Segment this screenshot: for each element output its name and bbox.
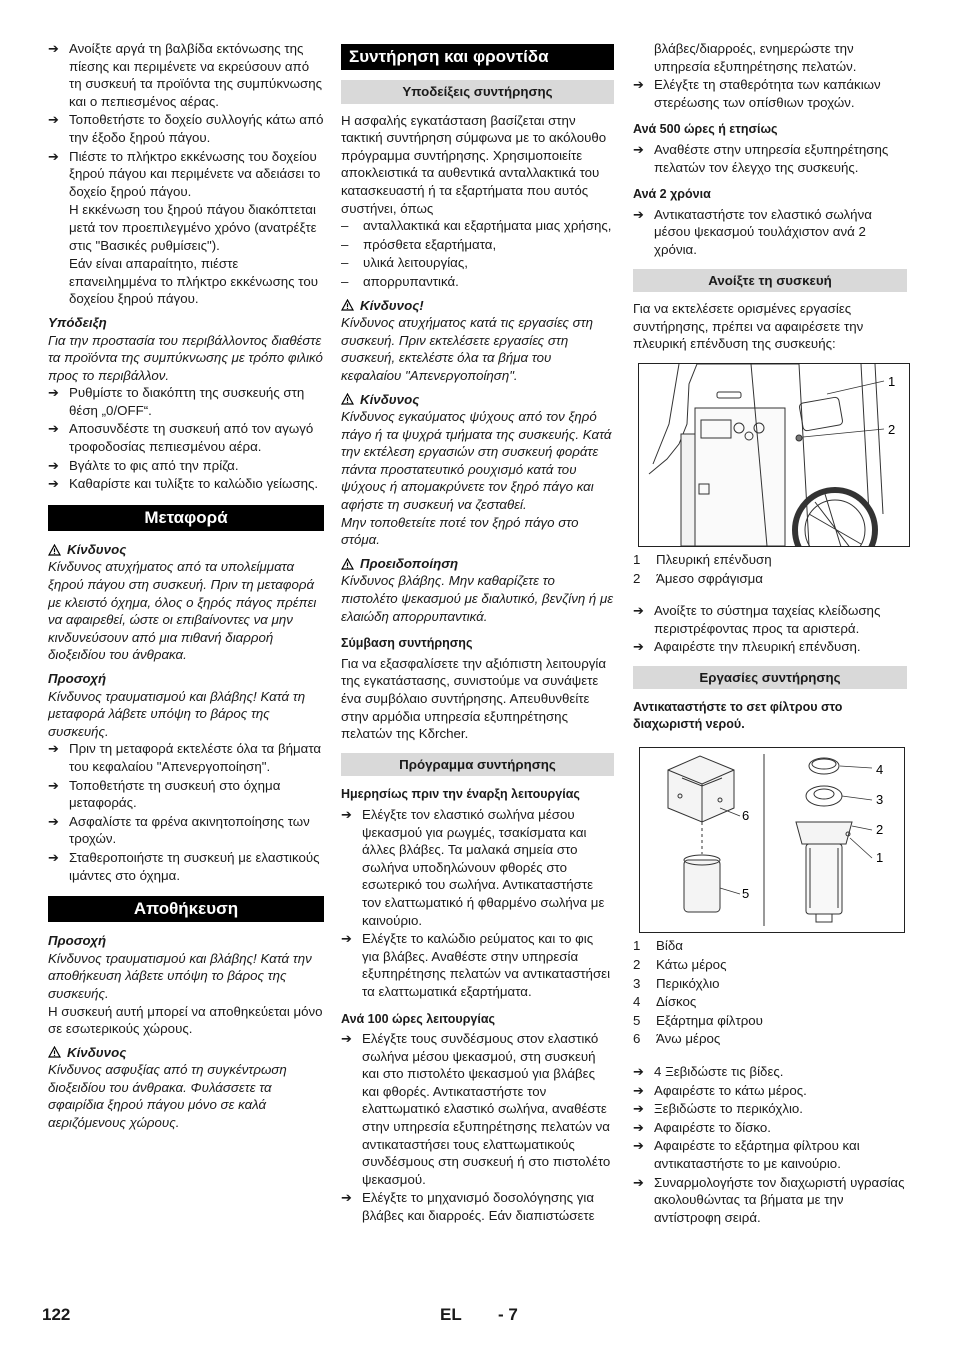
- arrow-icon: ➔: [48, 457, 59, 473]
- column-middle: [341, 40, 614, 1226]
- interval-label: Ημερησίως πριν την έναρξη λειτουργίας: [341, 787, 580, 802]
- arrow-icon: ➔: [633, 1064, 644, 1080]
- paragraph: Η ασφαλής εγκατάσταση βασίζεται στην τακτική συντήρηση σύμφωνα με το ακόλουθο πρόγραμμα συντήρησης. Χρησιμοποιείτε αποκλειστικά τα αυθεντικά ανταλλακτικά του κατασκευαστή ή τα εξαρτήματα που αυτός συστήνει, όπως: [341, 112, 607, 216]
- section-page-number: - 7: [498, 1305, 518, 1324]
- danger-text: Κίνδυνος ασφυξίας από τη συγκέντρωση διοξειδίου του άνθρακα. Φυλάσσετε τα σφαιρίδια ξηρού πάγου μόνο σε καλά αεριζόμενους χώρους.: [48, 1062, 287, 1131]
- warning-triangle-icon: [341, 299, 354, 311]
- language-code: EL: [440, 1305, 462, 1324]
- callout-1: 1: [876, 850, 884, 866]
- callout-4: 4: [876, 762, 884, 778]
- hint-text: Για την προστασία του περιβάλλοντος διαθέστε τα προϊόντα της συμπύκνωσης με τρόπο φιλικό προς το περιβάλλον.: [48, 332, 323, 383]
- list-item: ➔ Ελέγξτε το καλώδιο ρεύματος και το φις για βλάβες. Αναθέστε στην υπηρεσία εξυπηρέτησης πελατών να αντικαταστήσει τα ελαττωματικά εξαρτήματα.: [341, 931, 611, 999]
- device-illustration: [639, 364, 909, 546]
- list-item: – απορρυπαντικά.: [341, 273, 459, 289]
- legend-item: 3 Περικόχλιο: [633, 975, 720, 991]
- list-item: ➔ Αφαιρέστε το κάτω μέρος.: [633, 1082, 807, 1098]
- arrow-icon: ➔: [341, 1031, 352, 1047]
- warning-triangle-icon: [341, 393, 354, 405]
- arrow-icon: ➔: [633, 603, 644, 619]
- list-item: ➔ Ελέγξτε το μηχανισμό δοσολόγησης για βλάβες και διαρροές. Εάν διαπιστώσετε: [341, 1190, 595, 1224]
- hint-label: Υπόδειξη: [48, 314, 107, 330]
- callout-5: 5: [742, 886, 750, 902]
- section-heading-storage: Αποθήκευση: [48, 896, 324, 922]
- callout-1: 1: [888, 373, 896, 389]
- list-item: – ανταλλακτικά και εξαρτήματα μιας χρήσης,: [341, 218, 612, 234]
- interval-label: Ανά 100 ώρες λειτουργίας: [341, 1011, 496, 1026]
- arrow-icon: ➔: [48, 813, 59, 829]
- arrow-icon: ➔: [633, 639, 644, 655]
- arrow-icon: ➔: [633, 1101, 644, 1117]
- arrow-icon: ➔: [341, 1190, 352, 1206]
- list-item: ➔ Αναθέστε στην υπηρεσία εξυπηρέτησης πελατών τον έλεγχο της συσκευής.: [633, 141, 889, 175]
- arrow-icon: ➔: [341, 931, 352, 947]
- caution-text: Κίνδυνος τραυματισμού και βλάβης! Κατά τη μεταφορά λάβετε υπόψη το βάρος της συσκευής.: [48, 688, 306, 739]
- legend-item: 1 Βίδα: [633, 938, 683, 954]
- caution-label: Προσοχή: [48, 671, 107, 686]
- caution-text: Κίνδυνος τραυματισμού και βλάβης! Κατά την αποθήκευση λάβετε υπόψη το βάρος της συσκευής.: [48, 950, 312, 1001]
- danger-text: Μην τοποθετείτε ποτέ τον ξηρό πάγο στο στόμα.: [341, 514, 579, 548]
- callout-3: 3: [876, 792, 884, 808]
- arrow-icon: ➔: [48, 385, 59, 401]
- callout-2: 2: [876, 822, 884, 838]
- contract-label: Σύμβαση συντήρησης: [341, 636, 473, 651]
- list-item: ➔ 4 Ξεβιδώστε τις βίδες.: [633, 1064, 784, 1080]
- subheading-maintenance-work: Εργασίες συντήρησης: [633, 666, 907, 690]
- arrow-icon: ➔: [48, 148, 59, 164]
- danger-label: Κίνδυνος: [341, 391, 614, 409]
- list-item: ➔ Καθαρίστε και τυλίξτε το καλώδιο γείωσης.: [48, 476, 319, 492]
- list-item: ➔ Πριν τη μεταφορά εκτελέστε όλα τα βήματα του κεφαλαίου "Απενεργοποίηση".: [48, 741, 322, 774]
- warning-triangle-icon: [48, 1046, 61, 1058]
- arrow-icon: ➔: [48, 421, 59, 437]
- arrow-icon: ➔: [633, 206, 644, 222]
- danger-text: Κίνδυνος εγκαύματος ψύχους από τον ξηρό πάγο ή τα ψυχρά τμήματα της συσκευής. Κατά την εκτέλεση εργασιών στη συσκευή φοράτε πάντα προστατευτικό ρουχισμό κατά του ψύχους ή απομακρύνετε τον ξηρό πάγο και αφήστε τη συσκευή να ζεσταθεί.: [341, 409, 612, 513]
- warning-label: Προειδοποίηση: [341, 555, 614, 573]
- figure-legend: [633, 937, 907, 1048]
- section-heading-transport: Μεταφορά: [48, 505, 324, 531]
- arrow-icon: ➔: [633, 1174, 644, 1190]
- warning-text: Κίνδυνος βλάβης. Μην καθαρίζετε το πιστολέτο ψεκασμού με διαλυτικό, βενζίνη ή με ελαιώδη απορρυπαντικά.: [341, 573, 614, 624]
- legend-item: 5 Εξάρτημα φίλτρου: [633, 1012, 763, 1028]
- interval-label: Ανά 500 ώρες ή ετησίως: [633, 122, 778, 137]
- arrow-icon: ➔: [48, 41, 59, 56]
- list-item: ➔ Αφαιρέστε την πλευρική επένδυση.: [633, 639, 861, 655]
- list-item: ➔ Αφαιρέστε το εξάρτημα φίλτρου και αντικαταστήστε το με καινούριο.: [633, 1138, 860, 1171]
- danger-label: Κίνδυνος!: [341, 297, 614, 315]
- danger-label: Κίνδυνος: [48, 541, 324, 559]
- arrow-icon: ➔: [633, 77, 644, 93]
- list-item: ➔ Ανοίξτε το σύστημα ταχείας κλείδωσης περιστρέφοντας προς τα αριστερά.: [633, 603, 881, 636]
- paragraph: βλάβες/διαρροές, ενημερώστε την υπηρεσία εξυπηρέτησης πελατών.: [654, 41, 857, 74]
- list-item: ➔ Συναρμολογήστε τον διαχωριστή υγρασίας ακολουθώντας τα βήματα με την αντίστροφη σειρά.: [633, 1174, 905, 1225]
- danger-text: Κίνδυνος ατυχήματος κατά τις εργασίες στη συσκευή. Πριν εκτελέσετε εργασίες στη συσκευή, εκτελέστε όλα τα βήμα του κεφαλαίου "Απενεργοποίηση".: [341, 315, 593, 383]
- filter-illustration: [640, 748, 904, 932]
- paragraph: Για να εκτελέσετε ορισμένες εργασίες συντήρησης, πρέπει να αφαιρέσετε την πλευρική επένδυση της συσκευής:: [633, 301, 864, 352]
- figure-legend: [633, 551, 907, 587]
- danger-text: Κίνδυνος ατυχήματος από τα υπολείμματα ξηρού πάγου στη συσκευή. Πριν τη μεταφορά με κλειστό όχημα, όλος ο ξηρός πάγος πρέπει να αφαιρεθεί, ώστε οι επιβαίνοντες να μην κινδυνεύσουν από μια πιθανή διαρροή διοξειδίου του άνθρακα.: [48, 559, 317, 663]
- paragraph: Για να εξασφαλίσετε την αξιόπιστη λειτουργία της εγκατάστασης, συνιστούμε να συνάψετε ένα συμβόλαιο συντήρησης. Απευθυνθείτε στην αρμόδια υπηρεσία εξυπηρέτησης πελατών της Kδrcher.: [341, 655, 607, 742]
- legend-item: 1 Πλευρική επένδυση: [633, 551, 772, 567]
- list-item: ➔ Ασφαλίστε τα φρένα ακινητοποίησης των τροχών.: [48, 813, 310, 847]
- paragraph: Εάν είναι απαραίτητο, πιέστε επανειλημμένα το πλήκτρο εκκένωσης του δοχείου ξηρού πάγου.: [69, 256, 318, 307]
- list-item: ➔ Πιέστε το πλήκτρο εκκένωσης του δοχείου ξηρού πάγου και περιμένετε να αδειάσει το δοχείο ξηρού πάγου.: [48, 148, 321, 199]
- list-item: ➔ Ρυθμίστε το διακόπτη της συσκευής στη θέση „0/OFF“.: [48, 385, 305, 418]
- warning-triangle-icon: [48, 544, 61, 556]
- list-item: ➔ Ελέγξτε τη σταθερότητα των καπάκιων στερέωσης των οπίσθιων τροχών.: [633, 77, 881, 110]
- arrow-icon: ➔: [633, 141, 644, 157]
- section-heading-maintenance: Συντήρηση και φροντίδα: [341, 44, 614, 70]
- list-item: ➔ Ελέγξτε τον ελαστικό σωλήνα μέσου ψεκασμού για ρωγμές, τσακίσματα και άλλες βλάβες. Τα μαλακά σημεία στο σωλήνα υποδηλώνουν φθορές στο εσωτερικό του σωλήνα. Αντικαταστήστε τον ελαττωματικό ή φθαρμένο σωλήνα με καινούριο.: [341, 806, 605, 928]
- legend-item: 2 Κάτω μέρος: [633, 957, 727, 973]
- subheading-open-device: Ανοίξτε τη συσκευή: [633, 269, 907, 293]
- column-right: [633, 40, 907, 1227]
- list-item: ➔ Ξεβιδώστε το περικόχλιο.: [633, 1101, 804, 1117]
- legend-item: 6 Άνω μέρος: [633, 1031, 721, 1047]
- legend-item: 2 Άμεσο σφράγισμα: [633, 570, 763, 586]
- callout-2: 2: [888, 421, 896, 437]
- arrow-icon: ➔: [48, 476, 59, 492]
- callout-6: 6: [742, 808, 750, 824]
- list-item: ➔ Αποσυνδέστε τη συσκευή από τον αγωγό τροφοδοσίας πεπιεσμένου αέρα.: [48, 421, 314, 455]
- task-label: Αντικαταστήστε το σετ φίλτρου στο διαχωριστή νερού.: [633, 700, 843, 732]
- list-item: ➔ Τοποθετήστε το δοχείο συλλογής κάτω από την έξοδο ξηρού πάγου.: [48, 112, 324, 145]
- arrow-icon: ➔: [633, 1138, 644, 1154]
- interval-label: Ανά 2 χρόνια: [633, 187, 711, 202]
- list-item: ➔ Τοποθετήστε τη συσκευή στο όχημα μεταφοράς.: [48, 777, 281, 811]
- subheading-maintenance-hints: Υποδείξεις συντήρησης: [341, 80, 614, 104]
- caution-label: Προσοχή: [48, 933, 107, 949]
- page-number: 122: [42, 1305, 71, 1324]
- warning-triangle-icon: [341, 558, 354, 570]
- arrow-icon: ➔: [48, 112, 59, 128]
- filter-figure: [639, 747, 905, 933]
- list-item: ➔ Σταθεροποιήστε τη συσκευή με ελαστικούς ιμάντες στο όχημα.: [48, 849, 320, 883]
- arrow-icon: ➔: [633, 1119, 644, 1135]
- arrow-icon: ➔: [48, 849, 59, 865]
- list-item: ➔ Ελέγξτε τους συνδέσμους στον ελαστικό σωλήνα μέσου ψεκασμού, στη συσκευή και στο πιστολέτο ψεκασμού για βλάβες και φθορές. Αντικαταστήστε τον ελαττωματικό ελαστικό σωλήνα, αναθέστε στην υπηρεσία εξυπηρέτησης πελατών να αντικαταστήσει τους ελαττωματικούς συνδέσμους στη συσκευή ή στο πιστολέτο ψεκασμού.: [341, 1031, 611, 1187]
- column-left: [48, 40, 324, 1132]
- danger-label: Κίνδυνος: [48, 1044, 324, 1062]
- list-item: – πρόσθετα εξαρτήματα,: [341, 236, 497, 252]
- legend-item: 4 Δίσκος: [633, 994, 697, 1010]
- arrow-icon: ➔: [633, 1082, 644, 1098]
- arrow-icon: ➔: [48, 777, 59, 793]
- list-item: ➔ Αφαιρέστε το δίσκο.: [633, 1119, 771, 1135]
- list-item: ➔ Βγάλτε το φις από την πρίζα.: [48, 457, 239, 473]
- arrow-icon: ➔: [341, 806, 352, 822]
- list-item: ➔ Ανοίξτε αργά τη βαλβίδα εκτόνωσης της πίεσης και περιμένετε να εκρεύσουν από τη συσκευή τα προϊόντα της συμπύκνωσης και ο πεπιεσμένος αέρας.: [48, 41, 323, 109]
- subheading-maintenance-program: Πρόγραμμα συντήρησης: [341, 753, 614, 777]
- paragraph: Η εκκένωση του ξηρού πάγου διακόπτεται μετά τον προεπιλεγμένο χρόνο (ανατρέξτε στις "Βασικές ρυθμίσεις").: [69, 202, 317, 253]
- device-figure: [638, 363, 910, 547]
- arrow-icon: ➔: [48, 741, 59, 757]
- paragraph: Η συσκευή αυτή μπορεί να αποθηκεύεται μόνο σε εσωτερικούς χώρους.: [48, 1003, 323, 1037]
- list-item: – υλικά λειτουργίας,: [341, 255, 468, 271]
- list-item: ➔ Αντικαταστήστε τον ελαστικό σωλήνα μέσου ψεκασμού τουλάχιστον ανά 2 χρόνια.: [633, 206, 872, 257]
